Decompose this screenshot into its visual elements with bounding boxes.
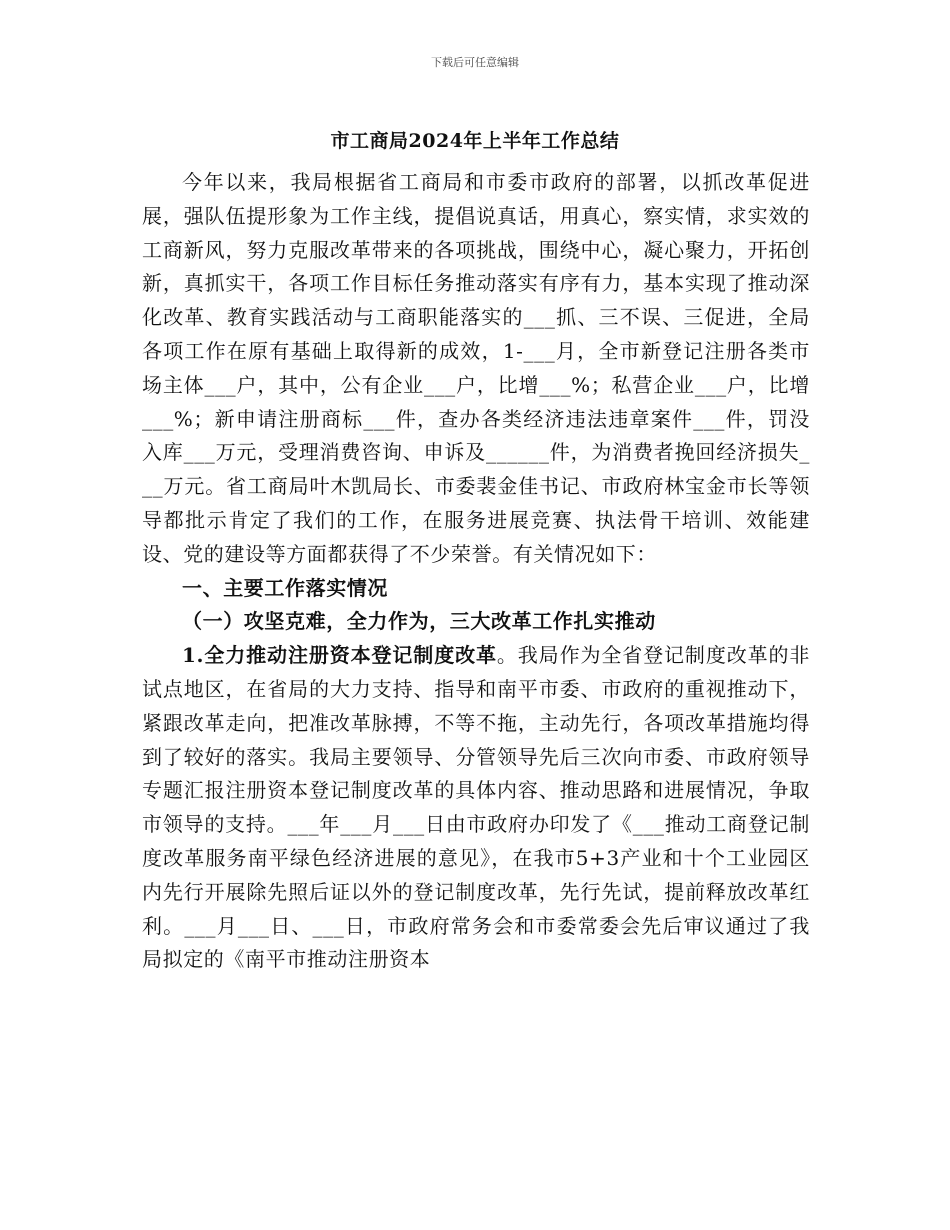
intro-paragraph: 今年以来，我局根据省工商局和市委市政府的部署，以抓改革促进展，强队伍提形象为工作主线，提倡说真话，用真心，察实情，求实效的工商新风，努力克服改革带来的各项挑战，围绕中心，凝心聚力，开拓创新，真抓实干，各项工作目标任务推动落实有序有力，基本实现了推动深化改革、教育实践活动与工商职能落实的___抓、三不误、三促进，全局各项工作在原有基础上取得新的成效，1-___月，全市新登记注册各类市场主体___户，其中，公有企业___户，比增___%；私营企业___户，比增___%；新申请注册商标___件，查办各类经济违法违章案件___件，罚没入库___万元，受理消费咨询、申诉及______件，为消费者挽回经济损失___万元。省工商局叶木凯局长、市委裴金佳书记、市政府林宝金市长等领导都批示肯定了我们的工作，在服务进展竞赛、执法骨干培训、效能建设、党的建设等方面都获得了不少荣誉。有关情况如下：	[142, 170, 810, 566]
page-title: 市工商局2024年上半年工作总结	[330, 130, 620, 152]
subsection-heading: （一）攻坚克难，全力作为，三大改革工作扎实推动	[182, 609, 656, 634]
item1-lead: 1.全力推动注册资本登记制度改革	[182, 643, 497, 668]
section-heading: 一、主要工作落实情况	[182, 575, 388, 600]
header-note: 下载后可任意编辑	[431, 56, 519, 69]
item1-paragraph	[142, 639, 810, 977]
item1-text: 。我局作为全省登记制度改革的非试点地区，在省局的大力支持、指导和南平市委、市政府的重视推动下，紧跟改革走向，把准改革脉搏，不等不拖，主动先行，各项改革措施均得到了较好的落实。我局主要领导、分管领导先后三次向市委、市政府领导专题汇报注册资本登记制度改革的具体内容、推动思路和进展情况，争取市领导的支持。___年___月___日由市政府办印发了《___推动工商登记制度改革服务南平绿色经济进展的意见》，在我市5+3产业和十个工业园区内先行开展除先照后证以外的登记制度改革，先行先试，提前释放改革红利。___月___日、___日，市政府常务会和市委常委会先后审议通过了我局拟定的《南平市推动注册资本	[142, 643, 811, 972]
document-body	[142, 166, 810, 977]
